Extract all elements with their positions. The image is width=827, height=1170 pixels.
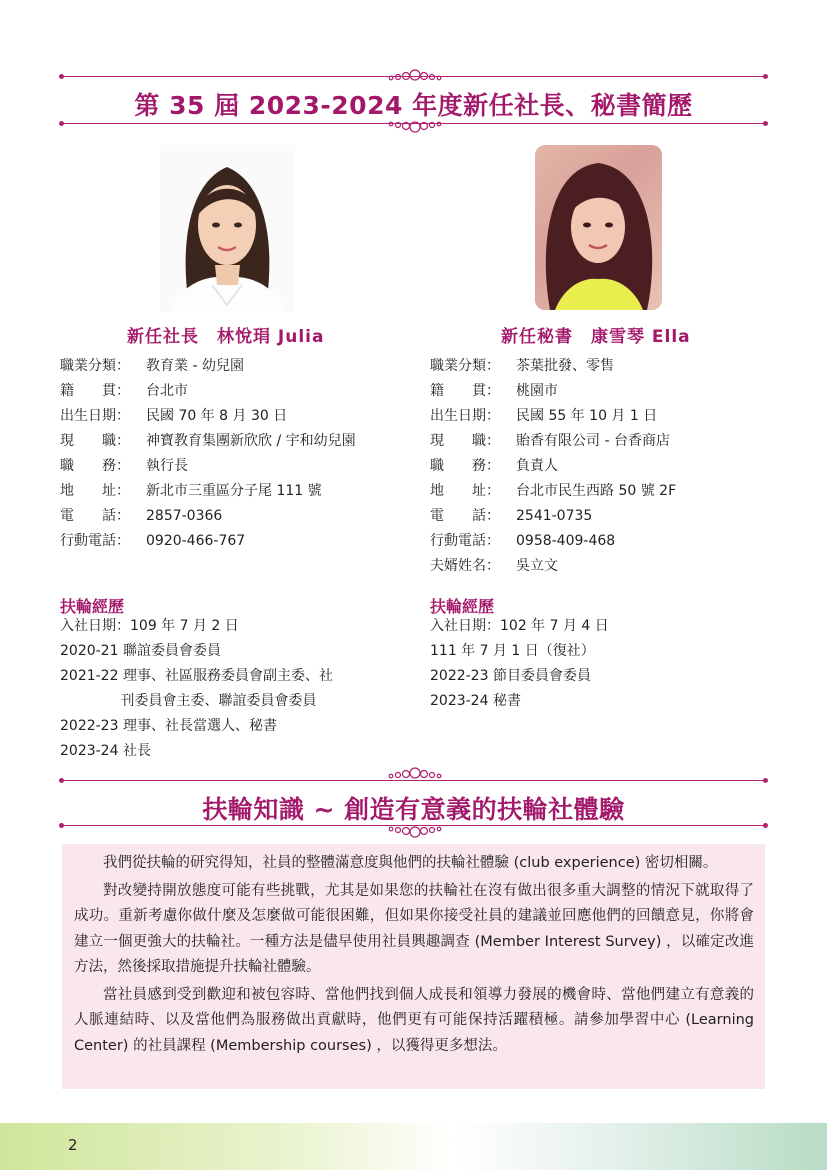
detail-value: 吳立文 [516, 558, 558, 574]
history-item: 2021-22 理事、社區服務委員會副主委、社 [60, 668, 333, 684]
knowledge-paragraph: 當社員感到受到歡迎和被包容時、當他們找到個人成長和領導力發展的機會時、當他們建立有意義的人脈連結時、以及當他們為服務做出貢獻時，他們更有可能保持活躍積極。請參加學習中心 (Learning Center) 的社員課程 (Membership courses) ，以獲得更多想法。 [74, 986, 754, 1054]
detail-label: 現 職： [60, 433, 130, 449]
president-history-title: 扶輪經歷 [60, 597, 125, 616]
detail-value: 新北市三重區分子尾 111 號 [146, 483, 322, 499]
banner-dot-right [763, 778, 768, 783]
detail-row [60, 429, 356, 454]
detail-value: 茶葉批發、零售 [516, 358, 614, 374]
detail-label: 職業分類： [430, 358, 500, 374]
detail-row [60, 379, 356, 404]
detail-label: 電 話： [430, 508, 500, 524]
history-item: 刊委員會主委、聯誼委員會委員 [60, 693, 317, 709]
detail-row [430, 429, 676, 454]
ornament-icon [382, 68, 448, 82]
knowledge-paragraph: 對改變持開放態度可能有些挑戰，尤其是如果您的扶輪社在沒有做出很多重大調整的情況下就取得了成功。重新考慮你做什麼及怎麼做可能很困難，但如果你接受社員的建議並回應他們的回饋意見，你將會建立一個更強大的扶輪社。一種方法是儘早使用社員興趣調查 (Member Interest Survey) ，以確定改進方法，然後採取措施提升扶輪社體驗。 [74, 882, 754, 975]
detail-value: 2541-0735 [516, 508, 593, 524]
detail-label: 夫婿姓名： [430, 558, 500, 574]
detail-row [60, 529, 356, 554]
ornament-icon [382, 120, 448, 134]
detail-row [60, 504, 356, 529]
detail-value: 台北市 [146, 383, 188, 399]
history-item: 入社日期：102 年 7 月 4 日 [430, 618, 609, 634]
detail-row [430, 504, 676, 529]
detail-label: 行動電話： [60, 533, 130, 549]
knowledge-title: 扶輪知識 ~ 創造有意義的扶輪社體驗 [202, 795, 625, 824]
detail-value: 2857-0366 [146, 508, 223, 524]
history-item: 111 年 7 月 1 日（復社） [430, 643, 595, 659]
ornament-icon [382, 825, 448, 839]
secretary-caption: 新任秘書 康雪琴 Ella [501, 327, 691, 347]
detail-value: 貽香有限公司 - 台香商店 [516, 433, 670, 449]
detail-value: 執行長 [146, 458, 188, 474]
history-item: 2022-23 理事、社長當選人、秘書 [60, 718, 277, 734]
secretary-details [430, 354, 676, 579]
detail-value: 負責人 [516, 458, 558, 474]
detail-label: 籍 貫： [60, 383, 130, 399]
banner-dot-right-2 [763, 823, 768, 828]
knowledge-banner [0, 766, 827, 842]
history-item: 2022-23 節目委員會委員 [430, 668, 591, 684]
detail-label: 電 話： [60, 508, 130, 524]
detail-row [430, 454, 676, 479]
detail-label: 出生日期： [60, 408, 130, 424]
detail-label: 行動電話： [430, 533, 500, 549]
detail-row [430, 379, 676, 404]
detail-value: 教育業 - 幼兒園 [146, 358, 244, 374]
detail-label: 地 址： [60, 483, 130, 499]
detail-label: 職 務： [60, 458, 130, 474]
detail-label: 現 職： [430, 433, 500, 449]
detail-value: 神寶教育集團新欣欣 / 宇和幼兒園 [146, 433, 356, 449]
president-photo [160, 145, 295, 312]
detail-row [430, 529, 676, 554]
detail-label: 職 務： [430, 458, 500, 474]
detail-value: 民國 70 年 8 月 30 日 [146, 408, 288, 424]
secretary-history-title: 扶輪經歷 [430, 597, 495, 616]
detail-row [60, 404, 356, 429]
detail-value: 桃園市 [516, 383, 558, 399]
detail-value: 0958-409-468 [516, 533, 616, 549]
detail-value: 台北市民生西路 50 號 2F [516, 483, 677, 499]
detail-label: 籍 貫： [430, 383, 500, 399]
ornament-icon [382, 766, 448, 780]
footer-band [0, 1123, 827, 1170]
detail-row [430, 404, 676, 429]
detail-row [60, 454, 356, 479]
banner-dot-right [763, 74, 768, 79]
detail-row [430, 479, 676, 504]
president-details [60, 354, 356, 554]
top-banner [0, 62, 827, 138]
history-item: 2023-24 社長 [60, 743, 151, 759]
banner-line-top [62, 780, 765, 781]
knowledge-panel [62, 844, 765, 1089]
secretary-history [430, 614, 609, 714]
secretary-photo [535, 145, 662, 310]
detail-value: 0920-466-767 [146, 533, 246, 549]
president-history [60, 614, 333, 764]
detail-row [60, 354, 356, 379]
history-item: 入社日期：109 年 7 月 2 日 [60, 618, 239, 634]
banner-dot-right-2 [763, 121, 768, 126]
detail-row [430, 354, 676, 379]
knowledge-paragraph: 我們從扶輪的研究得知，社員的整體滿意度與他們的扶輪社體驗 (club experience) 密切相關。 [103, 855, 718, 871]
detail-label: 職業分類： [60, 358, 130, 374]
page-number: 2 [68, 1136, 78, 1154]
detail-row [430, 554, 676, 579]
detail-label: 出生日期： [430, 408, 500, 424]
detail-label: 地 址： [430, 483, 500, 499]
history-item: 2023-24 秘書 [430, 693, 521, 709]
detail-value: 民國 55 年 10 月 1 日 [516, 408, 658, 424]
history-item: 2020-21 聯誼委員會委員 [60, 643, 221, 659]
detail-row [60, 479, 356, 504]
president-caption: 新任社長 林悅琄 Julia [127, 327, 325, 347]
page-title: 第 35 屆 2023-2024 年度新任社長、秘書簡歷 [134, 91, 693, 120]
